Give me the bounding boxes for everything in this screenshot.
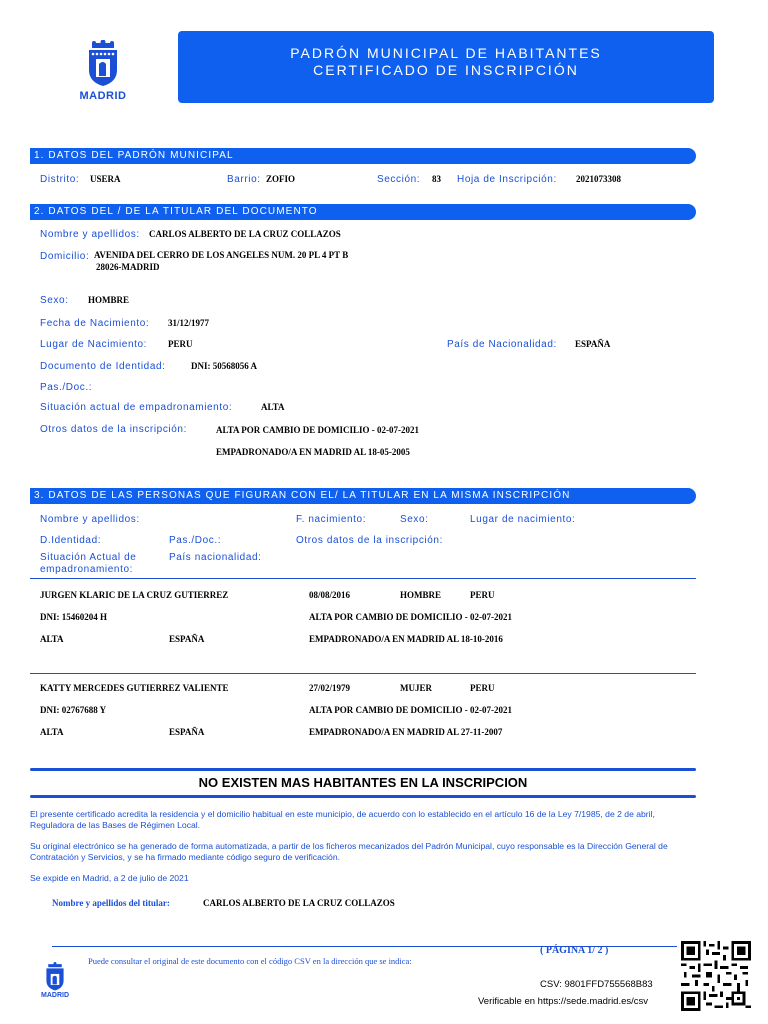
madrid-logo <box>72 40 134 106</box>
hoja-label: Hoja de Inscripción: <box>457 174 557 185</box>
section-3-bar <box>30 488 696 504</box>
nombre-label: Nombre y apellidos: <box>40 229 140 240</box>
otros-label: Otros datos de la inscripción: <box>40 424 187 435</box>
header-fnac: F. nacimiento: <box>296 514 367 525</box>
person-1-pais: ESPAÑA <box>169 634 205 644</box>
titular-label: Nombre y apellidos del titular: <box>52 898 170 908</box>
person-2-otros-1: ALTA POR CAMBIO DE DOMICILIO - 02-07-2021 <box>309 705 513 715</box>
pais-label: País de Nacionalidad: <box>447 339 557 350</box>
consulta-text: Puede consultar el original de este documento con el código CSV en la dirección que se indica: <box>88 956 412 966</box>
person-2-fnac: 27/02/1979 <box>309 683 351 693</box>
title-line-2: CERTIFICADO DE INSCRIPCIÓN <box>313 62 579 78</box>
seccion-label: Sección: <box>377 174 421 185</box>
barrio-label: Barrio: <box>227 174 261 185</box>
section-1-title: 1. DATOS DEL PADRÓN MUNICIPAL <box>34 150 234 161</box>
expide-text: Se expide en Madrid, a 2 de julio de 2021 <box>30 873 189 883</box>
no-more-top-rule <box>30 768 696 771</box>
seccion-value: 83 <box>432 174 441 184</box>
page-number: ( PÁGINA 1/ 2 ) <box>540 945 609 956</box>
title-line-1: PADRÓN MUNICIPAL DE HABITANTES <box>290 45 602 61</box>
header-sexo: Sexo: <box>400 514 429 525</box>
header-lugar: Lugar de nacimiento: <box>470 514 576 525</box>
pais-value: ESPAÑA <box>575 339 611 349</box>
csv-code: CSV: 9801FFD755568B83 <box>540 979 653 990</box>
header-situacion-2: empadronamiento: <box>40 564 133 575</box>
person-2-dni: DNI: 02767688 Y <box>40 705 107 715</box>
person-divider <box>30 673 696 674</box>
lugar-label: Lugar de Nacimiento: <box>40 339 148 350</box>
header-pais: País nacionalidad: <box>169 552 262 563</box>
person-1-otros-2: EMPADRONADO/A EN MADRID AL 18-10-2016 <box>309 634 503 644</box>
header-dni: D.Identidad: <box>40 535 102 546</box>
person-2-lugar: PERU <box>470 683 495 693</box>
distrito-value: USERA <box>90 174 121 184</box>
hoja-value: 2021073308 <box>576 174 621 184</box>
paragraph-residencia: El presente certificado acredita la residencia y el domicilio habitual en este municipio, de acuerdo con lo establecido en el artículo 16 de la Ley 7/1985, de 2 de abril, Reguladora de las Bases de Régimen Local. <box>30 809 655 830</box>
person-2-sexo: MUJER <box>400 683 432 693</box>
qr-code <box>681 941 751 1011</box>
madrid-crest-icon <box>36 962 74 992</box>
lugar-value: PERU <box>168 339 193 349</box>
section-2-title: 2. DATOS DEL / DE LA TITULAR DEL DOCUMENTO <box>34 206 318 217</box>
verificable-text: Verificable en https://sede.madrid.es/csv <box>478 996 649 1007</box>
barrio-value: ZOFIO <box>266 174 296 184</box>
footer-logo-text: MADRID <box>41 992 69 999</box>
section-3-title: 3. DATOS DE LAS PERSONAS QUE FIGURAN CON EL/ LA TITULAR EN LA MISMA INSCRIPCIÓN <box>34 490 571 501</box>
header-situacion-1: Situación Actual de <box>40 552 137 563</box>
header-title-box <box>178 31 714 103</box>
nombre-value: CARLOS ALBERTO DE LA CRUZ COLLAZOS <box>149 229 341 239</box>
sexo-value: HOMBRE <box>88 295 130 305</box>
person-1-nombre: JURGEN KLARIC DE LA CRUZ GUTIERREZ <box>40 590 229 600</box>
person-2-otros-2: EMPADRONADO/A EN MADRID AL 27-11-2007 <box>309 727 503 737</box>
person-1-situacion: ALTA <box>40 634 64 644</box>
section-3-divider <box>30 578 696 579</box>
domicilio-line-2: 28026-MADRID <box>96 262 160 272</box>
otros-line-2: EMPADRONADO/A EN MADRID AL 18-05-2005 <box>216 447 410 457</box>
fecha-label: Fecha de Nacimiento: <box>40 318 150 329</box>
header-nombre: Nombre y apellidos: <box>40 514 140 525</box>
logo-text: MADRID <box>79 90 127 102</box>
paragraph-original: Su original electrónico se ha generado de forma automatizada, a partir de los ficheros mecanizados del Padrón Municipal, cuyo responsable es la Dirección General de Contratación y Servicios, y se ha firmado mediante código seguro de verificación. <box>30 841 668 862</box>
titular-value: CARLOS ALBERTO DE LA CRUZ COLLAZOS <box>203 898 395 908</box>
footer-logo <box>36 962 74 1004</box>
distrito-label: Distrito: <box>40 174 80 185</box>
person-1-sexo: HOMBRE <box>400 590 442 600</box>
person-1-otros-1: ALTA POR CAMBIO DE DOMICILIO - 02-07-2021 <box>309 612 513 622</box>
documento-value: DNI: 50568056 A <box>191 361 258 371</box>
person-2-pais: ESPAÑA <box>169 727 205 737</box>
pas-doc-label: Pas./Doc.: <box>40 382 93 393</box>
situacion-label: Situación actual de empadronamiento: <box>40 402 233 413</box>
person-2-situacion: ALTA <box>40 727 64 737</box>
otros-line-1: ALTA POR CAMBIO DE DOMICILIO - 02-07-2021 <box>216 425 420 435</box>
section-2-bar <box>30 204 696 220</box>
no-more-heading: NO EXISTEN MAS HABITANTES EN LA INSCRIPCION <box>198 775 528 790</box>
domicilio-line-1: AVENIDA DEL CERRO DE LOS ANGELES NUM. 20 PL 4 PT B <box>94 250 349 260</box>
header-otros: Otros datos de la inscripción: <box>296 535 443 546</box>
section-1-bar <box>30 148 696 164</box>
documento-label: Documento de Identidad: <box>40 361 166 372</box>
no-more-bottom-rule <box>30 795 696 798</box>
person-2-nombre: KATTY MERCEDES GUTIERREZ VALIENTE <box>40 683 229 693</box>
qr-code-icon <box>681 941 751 1011</box>
fecha-value: 31/12/1977 <box>168 318 210 328</box>
person-1-dni: DNI: 15460204 H <box>40 612 107 622</box>
person-1-lugar: PERU <box>470 590 495 600</box>
header-pas: Pas./Doc.: <box>169 535 222 546</box>
situacion-value: ALTA <box>261 402 285 412</box>
domicilio-label: Domicilio: <box>40 251 90 262</box>
madrid-crest-icon <box>72 40 134 88</box>
sexo-label: Sexo: <box>40 295 69 306</box>
person-1-fnac: 08/08/2016 <box>309 590 351 600</box>
